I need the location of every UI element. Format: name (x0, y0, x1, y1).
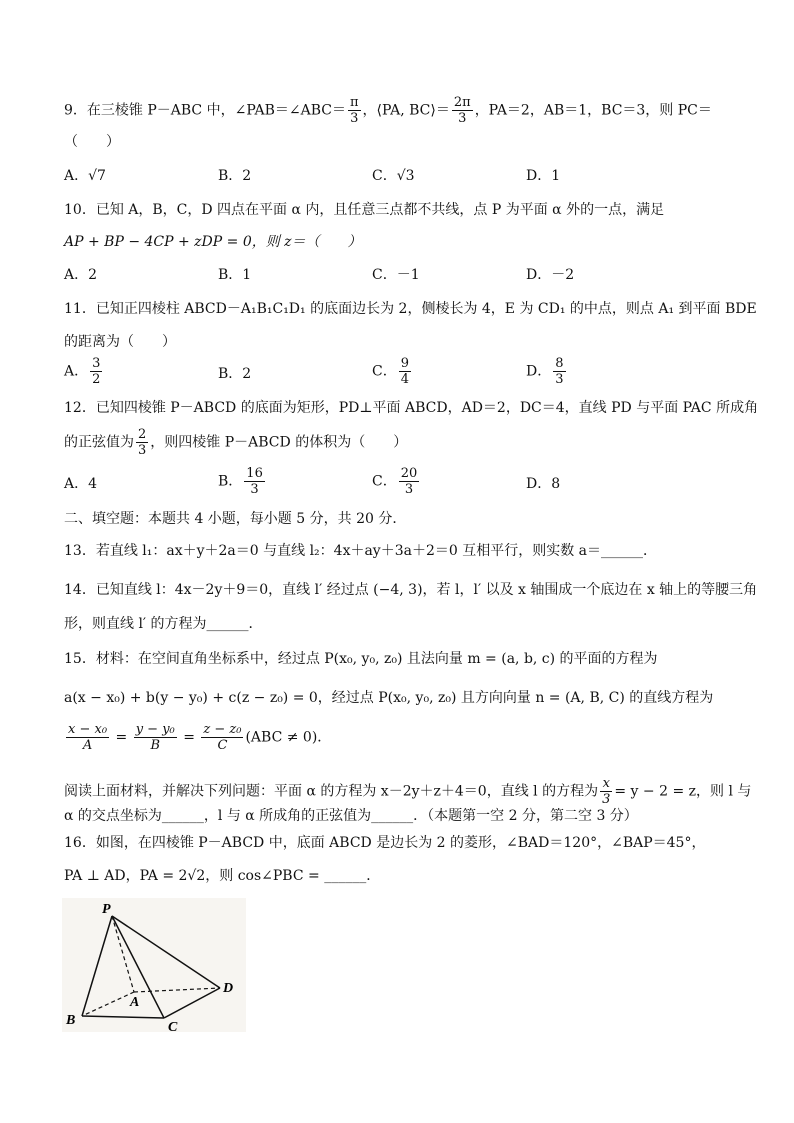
label-C: C (168, 1020, 178, 1035)
q13: 13．若直线 l₁：ax＋y＋2a＝0 与直线 l₂：4x＋ay＋3a＋2＝0 互相平行，则实数 a＝______． (64, 543, 658, 559)
q11-option-a: A． $\frac{3}{2}$ (64, 356, 101, 387)
q14-line2: 形，则直线 l′ 的方程为______． (64, 616, 263, 632)
q15-line5: α 的交点坐标为______，l 与 α 所成角的正弦值为______．（本题第一空 2 分，第二空 3 分） (64, 808, 638, 824)
q12-option-d: D．8 (526, 476, 561, 492)
q10-line2: AP + BP − 4CP + zDP = 0，则 z＝（ ） (64, 234, 362, 250)
q9-option-d: D．1 (526, 168, 561, 184)
figure-scan-background (62, 898, 246, 1032)
q10-option-b: B．1 (218, 267, 252, 283)
q15-line4: 阅读上面材料，并解决下列问题：平面 α 的方程为 x－2y＋z＋4＝0，直线 l 的方程为 $\frac{x}{3}$ = y − 2 = z，则 l 与 (64, 776, 752, 807)
q16-line1: 16．如图，在四棱锥 P－ABCD 中，底面 ABCD 是边长为 2 的菱形，∠BAD＝120°，∠BAP＝45°， (64, 835, 706, 851)
q12-option-c: C． $\frac{20}{3}$ (372, 466, 418, 497)
label-D: D (223, 981, 234, 996)
q14-line1: 14．已知直线 l：4x－2y＋9＝0，直线 l′ 经过点 (−4, 3)，若 l，l′ 以及 x 轴围成一个底边在 x 轴上的等腰三角 (64, 582, 758, 598)
q15-line3: $\frac{\text{x − x₀}}{A}$ = $\frac{\text{y − y₀}}{B}$ = $\frac{\text{z − z₀}}{C}$ (ABC ≠ 0)． (68, 722, 332, 753)
q15-line1: 15．材料：在空间直角坐标系中，经过点 P(x₀, y₀, z₀) 且法向量 m = (a, b, c) 的平面的方程为 (64, 651, 658, 667)
q10-option-a: A．2 (64, 267, 98, 283)
label-A: A (130, 995, 140, 1010)
q10-line1: 10．已知 A，B，C，D 四点在平面 α 内，且任意三点都不共线，点 P 为平面 α 外的一点，满足 (64, 202, 665, 218)
q12-option-b: B． $\frac{16}{3}$ (218, 466, 263, 497)
q10-option-c: C．－1 (372, 267, 420, 283)
pyramid-figure (60, 896, 250, 1036)
q9-option-b: B．2 (218, 168, 252, 184)
q15-line2: a(x − x₀) + b(y − y₀) + c(z − z₀) = 0，经过点 P(x₀, y₀, z₀) 且方向向量 n = (A, B, C) 的直线方程为 (64, 690, 714, 706)
q9-option-c: C．√3 (372, 168, 415, 184)
q11-option-b: B．2 (218, 366, 252, 382)
q11-line1: 11．已知正四棱柱 ABCD－A₁B₁C₁D₁ 的底面边长为 2，侧棱长为 4，E 为 CD₁ 的中点，则点 A₁ 到平面 BDE (64, 301, 757, 317)
q11-option-d: D． $\frac{8}{3}$ (526, 356, 564, 387)
q9-line1: 9．在三棱锥 P－ABC 中，∠PAB＝∠ABC＝ $\frac{\pi}{3}$ ，⟨PA, BC⟩＝ $\frac{2\pi}{3}$ ，PA＝2，AB＝1，BC＝3，则 PC＝ (64, 95, 712, 126)
q11-option-c: C． $\frac{9}{4}$ (372, 356, 409, 387)
q9-paren: （ ） (64, 134, 120, 150)
q9-frac-pi3: $\frac{\pi}{3}$ (349, 95, 359, 126)
q9-frac-2pi3: $\frac{2\pi}{3}$ (453, 95, 471, 126)
section-fill-in-heading: 二、填空题：本题共 4 小题，每小题 5 分，共 20 分． (64, 511, 407, 527)
q16-line2: PA ⊥ AD，PA = 2√2，则 cos∠PBC = ______． (64, 868, 381, 884)
q12-option-a: A．4 (64, 476, 98, 492)
q11-line2: 的距离为（ ） (64, 334, 176, 350)
q9-option-a: A．√7 (64, 168, 106, 184)
q12-line1: 12．已知四棱锥 P－ABCD 的底面为矩形，PD⊥平面 ABCD，AD＝2，DC＝4，直线 PD 与平面 PAC 所成角 (64, 400, 759, 416)
label-P: P (102, 902, 111, 917)
q10-option-d: D．－2 (526, 267, 575, 283)
label-B: B (66, 1013, 76, 1028)
q12-line2: 的正弦值为 $\frac{2}{3}$ ，则四棱锥 P－ABCD 的体积为（ ） (64, 427, 408, 458)
